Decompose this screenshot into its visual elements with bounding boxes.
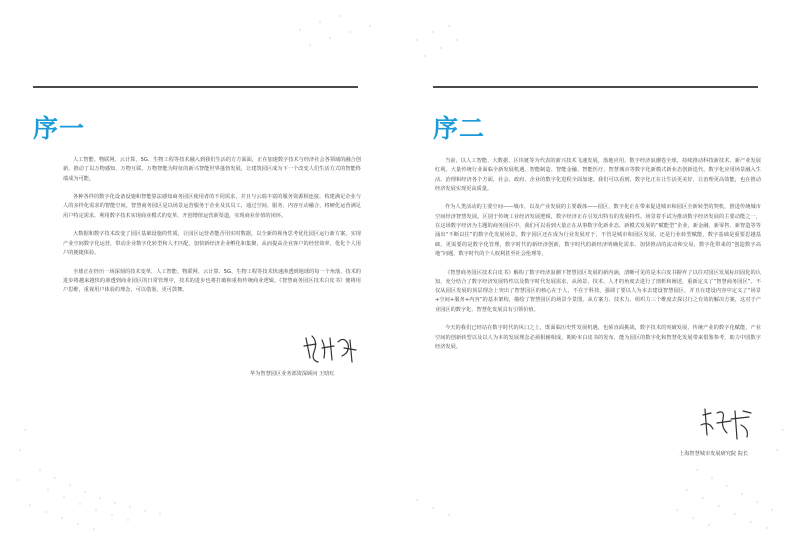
paragraph: 今天的我们已经站在数字时代的风口之上，既面临历史性发展机遇，也须直面挑战，数字技术的突破发展，传统产业的数字化赋能，产业空间的创新转型以及以人为本的发展理念必须相辅相成，期盼本白皮书的发布，能为园区的数字化和智慧化发展带来借鉴参考，助力中国数字经济发展。 [435,325,761,350]
preface-body [63,156,361,305]
signer-name: 华为智慧园区业务部资深顾问 王晗红 [250,371,335,377]
signer-name: 上海智慧城市发展研究院 院长 [679,451,749,457]
paragraph: 作为人类活动的主要空间——城市，以及产业发展的主要载体——园区，数字化正在带来促进城市和园区全新转型的契机，推进传统城市空间经济智慧发展。区别于传统工业经济发展逻辑，数字经济正在引发出特有的发展特性。场景着手试为推动数字经济发展的主要动能之一，在这场数字经济为主题的商务园区中，我们可以看到大量正在从事数字化新业态、新模式发展的“赋能型”企业，新金融、新零售、新智造等等涌出“不断以往”的数字化发展场景。数字园区还在成为行业发展对于，不管是城市和园区发展，还是行业转型赋能，数字基础是重要思越基础，更需要的是数字化管理，数字时代的新经济创新，数字时代的新经济明确化需求，加快推动的流动和交易，数字化带来的“创造数字高地”问题，数字时代的个人权利甚至社会伦理等。 [435,204,761,257]
preface-two-page [397,0,793,538]
top-divider [433,86,758,88]
paragraph: 全球正在经历一场深刻的技术变革，人工智能、物联网、云计算、5G、生物工程等技术快速渗透到地球的每一个角落，技术的进步将越来越快的渗透到商业园区的日常管理中，技术的进步也将打破和重构传统商业逻辑。《智慧商务园区技术白皮书》便将用户思维，重视用户体验的理念，可以借鉴，更可鼓舞。 [63,268,361,294]
preface-body [435,157,761,362]
page-title: 序一 [33,114,86,143]
top-divider [33,86,358,88]
paragraph: 大数据和数字技术改变了园区基础设施的性质，让园区运营者能否用实时数据，以全新的视角思考优化园区运行新方案，实现产业空间数字化运营，带动企业数字化转型和人才匹配，加快新经济企业孵化和集聚，从而提高企业客户的经营效率，优化个人用户的便捷体验。 [63,231,361,256]
paragraph: 各种各样的数字化设备设施和智能算法感知商务园区使用者的不同需求，并且与云端丰富的服务资源相连接，构建满足企业与人的多样化需求的智能空间。智慧商务园区是以场景运营服务于企业及其员工，通过空间、服务、内容互动融合，将硬化运营满足用户特定需求，利用数字技术实现商业模式的变革，开创增值运营新渠道，实现商业价值的闭环。 [63,194,361,219]
preface-one-page [0,0,396,538]
paragraph: 《智慧商务园区技术白皮书》解构了数字经济浪潮下智慧园区发展的新内涵，清晰可见的是本白皮书摒弃了以往对园区发展标识固化的认知，充分结合了数字经济发展特性以及数字时代发展需求，从场景、技术、人才的角度去进行了剖析和阐述，重新定义了“智慧商务园区”。不仅从园区发展的顶层理念上突出了智慧园区的核心在于人，不在于科技，强调了要以人为本去建设智慧园区，并且在建设内容中定义了“场景+空间+服务+内容”的基本架构，描绘了智慧园区的场景全景图，从方案力、技术力、组织力三个维度去探讨行之有效的解决方案，这对于产业园区的数字化、智慧化发展具有引领价值。 [435,269,761,313]
paragraph: 人工智能、物联网、云计算、5G、生物工程等技术融入到我们生活的方方面面，正在加速数字技术与经济社会各领域的融合创新，推动了以万物感知、万物互联、万物智能为特征的新兴智能世界蓬勃发展，让建筑园区成为下一个改变人们生活方式的智能终端成为可能。 [63,157,361,182]
handwritten-signature [300,330,360,366]
paragraph: 当前，以人工智能、大数据、区块链等为代表的新兴技术飞速发展，落地应用，数字经济浪潮卷全球，持续推动科技新技术、新产业发展红利。大量传统行业面临全新发展机遇，智能制造、智能金融、智能医疗、智慧城市等数字化新模式新业态创新迭代，数字化应用场景融入生活、治理和经济各个方面，社会、政府、企业的数字化进程全面加速。我们可以看到，数字化正在让生活更美好，让治理更高效能，也在推动经济发展实现更高质量。 [435,158,761,192]
handwritten-signature [697,405,757,445]
page-title: 序二 [433,114,486,143]
